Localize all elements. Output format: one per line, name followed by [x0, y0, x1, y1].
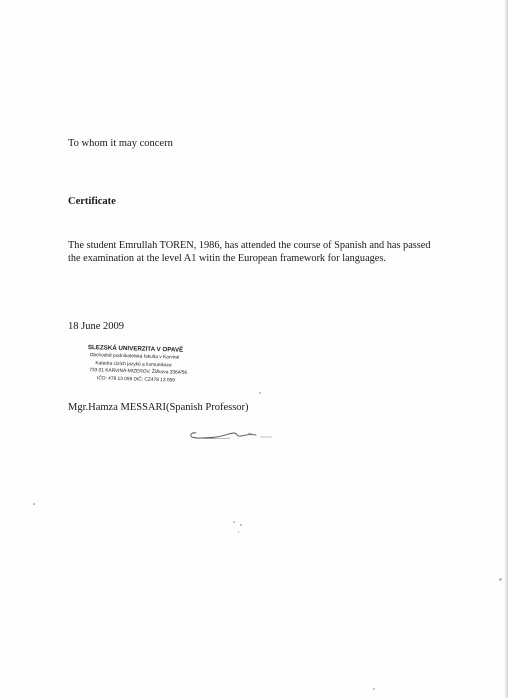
salutation: To whom it may concern	[68, 138, 173, 149]
scan-speck	[33, 503, 35, 505]
scan-speck	[238, 531, 239, 533]
issue-date: 18 June 2009	[68, 321, 124, 332]
stamp-line-ids: IČO: 478 13 059 DIČ: CZ478 13 059	[96, 375, 175, 383]
certificate-title: Certificate	[68, 196, 116, 207]
university-stamp	[85, 343, 246, 386]
scan-speck	[233, 521, 235, 523]
stamp-line-department: Katedra cizích jazyků a komunikace	[95, 360, 172, 368]
scan-speck	[499, 578, 502, 581]
scan-speck	[240, 524, 242, 526]
scan-speck	[259, 392, 261, 394]
certificate-body: The student Emrullah TOREN, 1986, has attended the course of Spanish and has passed the examination at the level A1 witin the European framework for languages.	[68, 240, 431, 264]
stamp-line-faculty: Obchodně podnikatelská fakulta v Karviné	[89, 353, 180, 361]
stamp-line-university: SLEZSKÁ UNIVERZITA V OPAVĚ	[87, 344, 184, 354]
stamp-line-address: 733 01 KARVINÁ-MIZEROV, Žižkova 3364/56	[89, 368, 188, 376]
scan-speck	[373, 688, 375, 690]
handwritten-signature	[186, 424, 276, 444]
signatory-name: Mgr.Hamza MESSARI(Spanish Professor)	[68, 402, 249, 413]
